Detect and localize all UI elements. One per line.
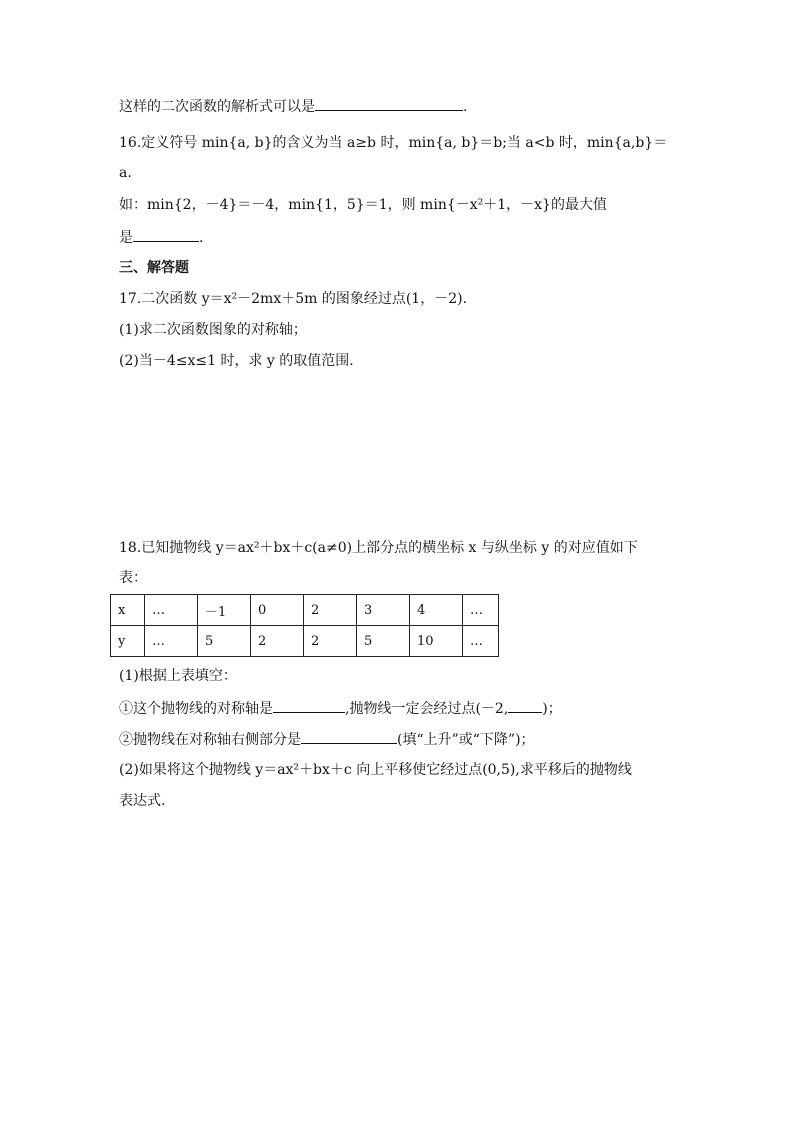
- q18-sub1-c: )；: [542, 701, 562, 717]
- table-cell: 5: [357, 626, 410, 657]
- q16-line4-end: .: [199, 230, 204, 246]
- section3-heading: 三、解答题: [119, 260, 189, 276]
- q18-point-blank[interactable]: [508, 698, 542, 713]
- q18-part2-line1: (2)如果将这个抛物线 y＝ax²＋bx＋c 向上平移使它经过点(0,5),求平移后的抛物线: [119, 762, 632, 778]
- table-cell: …: [145, 595, 198, 626]
- table-cell: 4: [410, 595, 463, 626]
- q15-tail-text: 这样的二次函数的解析式可以是: [119, 99, 315, 115]
- q18-sub2: [119, 729, 535, 750]
- q18-sub1-b: ,抛物线一定会经过点(－2,: [345, 701, 509, 717]
- table-cell: …: [463, 626, 499, 657]
- q16-answer-blank[interactable]: [133, 227, 199, 242]
- q18-stem-line1: 18.已知抛物线 y＝ax²＋bx＋c(a≠0)上部分点的横坐标 x 与纵坐标 y 的对应值如下: [119, 540, 638, 556]
- q17-stem: 17.二次函数 y＝x²－2mx＋5m 的图象经过点(1，－2).: [119, 291, 468, 307]
- table-cell: －1: [198, 595, 251, 626]
- table-cell: 5: [198, 626, 251, 657]
- table-cell: …: [145, 626, 198, 657]
- table-cell: …: [463, 595, 499, 626]
- q16-line2: a.: [119, 165, 132, 181]
- q18-stem-line2: 表：: [119, 570, 147, 586]
- table-row-y: [111, 626, 499, 657]
- q17-part2: (2)当－4≤x≤1 时，求 y 的取值范围.: [119, 353, 354, 369]
- q16-line4-start: 是: [119, 230, 133, 246]
- q18-axis-blank[interactable]: [273, 698, 345, 713]
- q18-sub2-b: (填“上升”或“下降”)；: [397, 732, 535, 748]
- q16-line3: 如：min{2，－4}＝－4，min{1，5}＝1，则 min{－x²＋1，－x}的最大值: [119, 197, 607, 213]
- table-cell: 2: [304, 595, 357, 626]
- q16-line1: 16.定义符号 min{a, b}的含义为当 a≥b 时，min{a, b}＝b;当 a<b 时，min{a,b}＝: [119, 135, 668, 151]
- table-cell: x: [111, 595, 145, 626]
- table-cell: 2: [251, 626, 304, 657]
- table-cell: 0: [251, 595, 304, 626]
- q18-part2-line2: 表达式.: [119, 793, 166, 809]
- table-cell: y: [111, 626, 145, 657]
- table-cell: 3: [357, 595, 410, 626]
- q18-trend-blank[interactable]: [301, 729, 397, 744]
- q18-value-table: [110, 594, 499, 657]
- q18-sub2-a: ②抛物线在对称轴右侧部分是: [119, 732, 301, 748]
- q15-tail-end: .: [463, 99, 468, 115]
- q15-answer-blank[interactable]: [315, 96, 463, 111]
- table-cell: 10: [410, 626, 463, 657]
- table-cell: 2: [304, 626, 357, 657]
- q18-sub1-a: ①这个抛物线的对称轴是: [119, 701, 273, 717]
- q16-line4: [119, 227, 203, 248]
- q15-tail-line: [119, 96, 467, 117]
- q18-part1: (1)根据上表填空：: [119, 668, 237, 684]
- table-row-x: [111, 595, 499, 626]
- q18-sub1: [119, 698, 562, 719]
- q17-part1: (1)求二次函数图象的对称轴；: [119, 322, 307, 338]
